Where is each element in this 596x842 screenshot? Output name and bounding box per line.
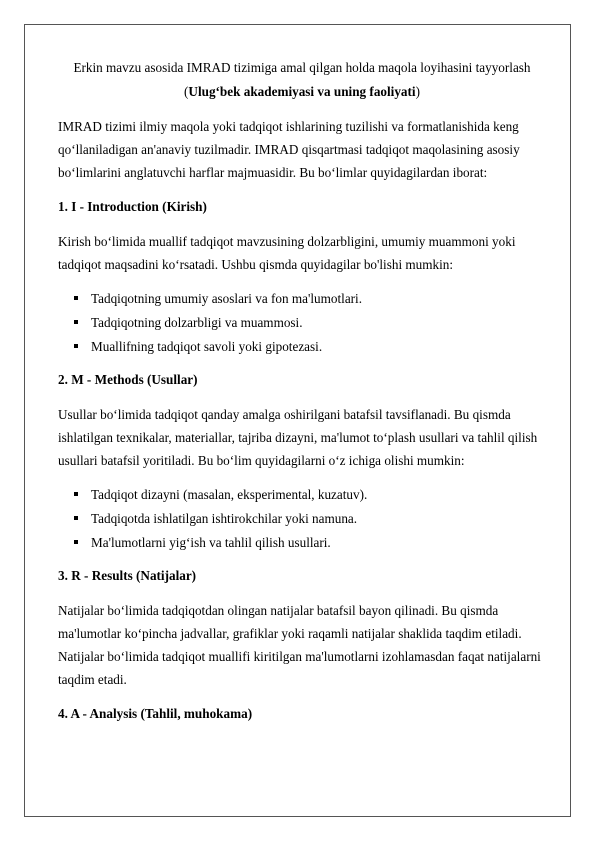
list-item: [58, 507, 546, 530]
list-item-text: Muallifning tadqiqot savoli yoki gipotezasi.: [91, 339, 323, 354]
bullet-icon: [74, 320, 78, 324]
title-topic: Ulug‘bek akademiyasi va uning faoliyati: [188, 84, 416, 99]
bullet-icon: [74, 516, 78, 520]
list-item-text: Tadqiqot dizayni (masalan, eksperimental, kuzatuv).: [91, 487, 368, 502]
title-line-2: [58, 80, 546, 104]
list-item-text: Tadqiqotning umumiy asoslari va fon ma'lumotlari.: [91, 291, 363, 306]
bullet-list-methods: [58, 483, 546, 554]
section-heading-methods: 2. M - Methods (Usullar): [58, 372, 198, 387]
section-text-methods: Usullar bo‘limida tadqiqot qanday amalga oshirilgani batafsil tavsiflanadi. Bu qismda ishlatilgan texnikalar, materiallar, tajriba dizayni, ma'lumot to‘plash usullari va tahlil qilish usullari batafsil yoritiladi. Bu bo‘lim quyidagilarni o‘z ichiga olishi mumkin:: [58, 407, 538, 468]
list-item: [58, 483, 546, 506]
section-text-results: Natijalar bo‘limida tadqiqotdan olingan natijalar batafsil bayon qilinadi. Bu qismda ma'lumotlar ko‘pincha jadvallar, grafiklar yoki raqamli natijalar shaklida taqdim etiladi. Natijalar bo‘limida tadqiqot muallifi kiritilgan ma'lumotlarni izohlamasdan faqat natijalarni taqdim etadi.: [58, 603, 541, 687]
title-line-1: Erkin mavzu asosida IMRAD tizimiga amal qilgan holda maqola loyihasini tayyorlash: [73, 60, 531, 75]
document-title: [58, 56, 546, 104]
intro-paragraph: IMRAD tizimi ilmiy maqola yoki tadqiqot ishlarining tuzilishi va formatlanishida keng qo‘llaniladigan an'anaviy tuzilmadir. IMRAD qisqartmasi tadqiqot maqolasining asosiy bo‘limlarini anglatuvchi harflar majmuasidir. Bu bo‘limlar quyidagilardan iborat:: [58, 119, 520, 180]
list-item-text: Tadqiqotda ishlatilgan ishtirokchilar yoki namuna.: [91, 511, 358, 526]
list-item: [58, 287, 546, 310]
title-paren-close: ): [415, 84, 420, 99]
bullet-list-introduction: [58, 287, 546, 358]
list-item-text: Ma'lumotlarni yig‘ish va tahlil qilish usullari.: [91, 535, 331, 550]
list-item: [58, 311, 546, 334]
list-item: [58, 531, 546, 554]
section-heading-introduction: 1. I - Introduction (Kirish): [58, 199, 207, 214]
section-text-introduction: Kirish bo‘limida muallif tadqiqot mavzusining dolzarbligini, umumiy muammoni yoki tadqiqot maqsadini ko‘rsatadi. Ushbu qismda quyidagilar bo'lishi mumkin:: [58, 234, 516, 272]
section-heading-results: 3. R - Results (Natijalar): [58, 568, 197, 583]
bullet-icon: [74, 296, 78, 300]
bullet-icon: [74, 492, 78, 496]
bullet-icon: [74, 344, 78, 348]
bullet-icon: [74, 540, 78, 544]
document-body: [58, 56, 546, 737]
title-paren-open: (: [184, 84, 189, 99]
list-item-text: Tadqiqotning dolzarbligi va muammosi.: [91, 315, 303, 330]
section-heading-analysis: 4. A - Analysis (Tahlil, muhokama): [58, 706, 253, 721]
list-item: [58, 335, 546, 358]
